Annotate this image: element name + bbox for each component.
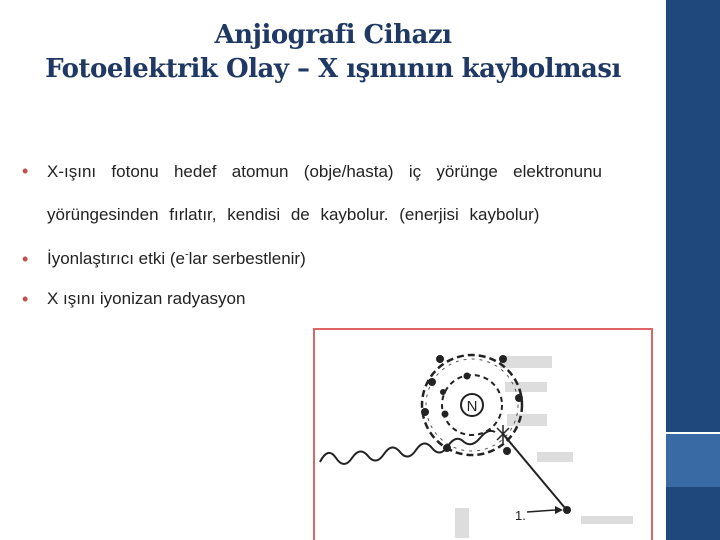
- bullet-radiation: • X ışını iyonizan radyasyon: [22, 288, 602, 310]
- label-arrow: [527, 510, 555, 512]
- bullet-ionizing-pre: İyonlaştırıcı etki (e: [47, 249, 185, 268]
- title-line-2: Fotoelektrik Olay – X ışınının kaybolması: [45, 54, 621, 84]
- ejected-electron-dot: [563, 506, 571, 514]
- photoelectric-diagram: [313, 328, 653, 540]
- diagram-svg: [315, 330, 653, 540]
- sidebar-accent-block: [666, 432, 720, 487]
- xray-photon-wave: [320, 431, 495, 464]
- ejected-electron-path: [503, 434, 565, 508]
- nucleus-label: N: [466, 398, 478, 415]
- electron-charge-superscript: -: [184, 248, 189, 261]
- bullet-photon: • X-ışını fotonu hedef atomun (obje/hasta) iç yörünge elektronunu yörüngesinden fırlatır, kendisi de kaybolur. (enerjisi kaybolur): [22, 150, 602, 236]
- bullet-ionizing-post: lar serbestlenir): [188, 249, 306, 268]
- bullet-ionizing: [22, 248, 602, 270]
- title-line-1: Anjiografi Cihazı: [214, 20, 452, 50]
- slide-title: [0, 18, 666, 86]
- arrow-label: 1.: [515, 508, 526, 523]
- bullet-list: [22, 150, 602, 310]
- sidebar-divider: [666, 432, 720, 434]
- label-arrowhead: [555, 506, 563, 514]
